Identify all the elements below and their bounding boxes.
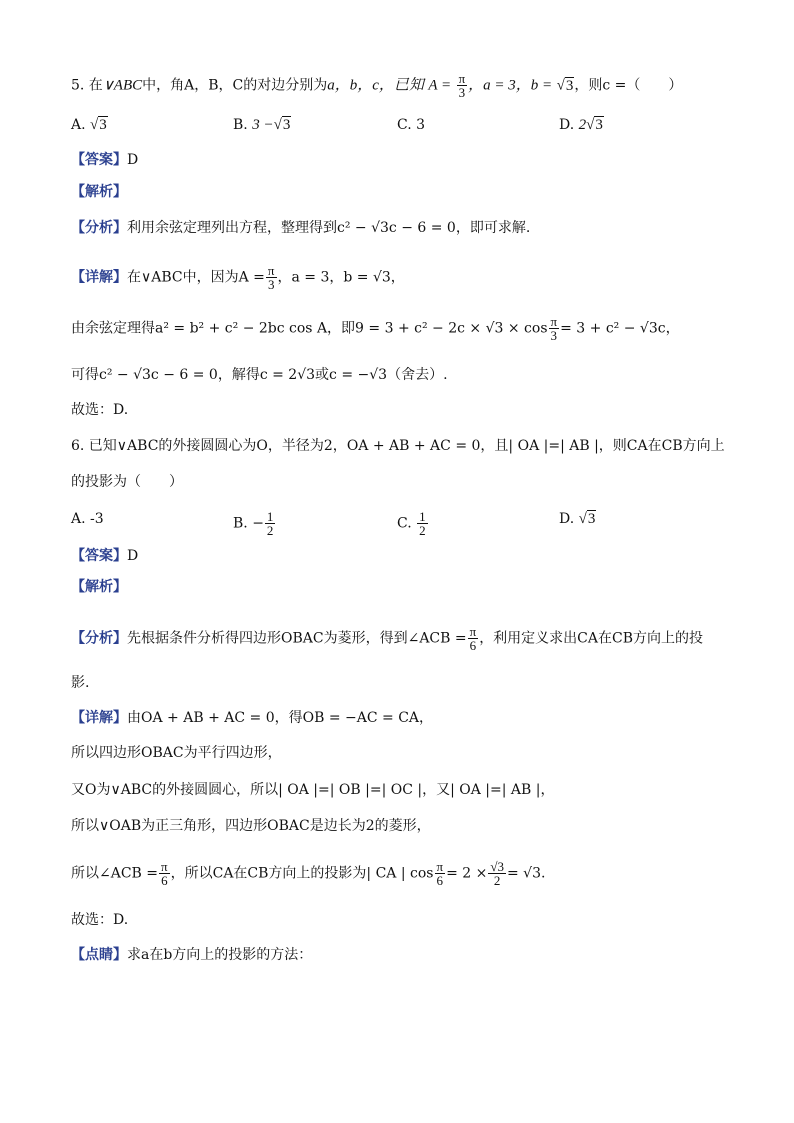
q6-options xyxy=(71,510,734,540)
q6-dianjing-tag: 【点睛】 xyxy=(71,947,127,963)
q6-xiangjie-5 xyxy=(71,860,734,887)
q6-xj5-frac3-den: 2 xyxy=(493,873,501,888)
q6-xj5-frac2 xyxy=(435,860,446,887)
q6-xj5-frac1-den: 6 xyxy=(161,873,168,888)
q5-fenxi-tag: 【分析】 xyxy=(71,220,127,236)
q5-jiexi-tag: 【解析】 xyxy=(71,184,127,200)
q5-option-d: D. 2√3 xyxy=(559,117,603,133)
q5-fenxi-text: 利用余弦定理列出方程，整理得到c² − √3c − 6 = 0，即可求解. xyxy=(127,220,531,236)
q5-answer-value: D xyxy=(127,152,139,168)
q5-xj4: 故选：D. xyxy=(71,402,129,418)
q6-fenxi-frac xyxy=(468,625,479,652)
q5-stem-b: 中，角A，B，C的对边分别为 xyxy=(142,77,328,94)
q6-stem1b: OA + AB + AC = 0，且| OA |=| AB |，则CA在CB方向上 xyxy=(346,438,725,454)
q5-opt-d-label: D. xyxy=(559,117,575,133)
q6-xiangjie-tag: 【详解】 xyxy=(71,710,127,726)
q6-opt-b-label: B. − xyxy=(233,515,264,532)
q6-xj5c: = 2 × xyxy=(446,865,488,882)
q5-xiangjie-1 xyxy=(71,264,734,291)
q5-frac-num: π xyxy=(458,71,466,86)
q5-cond2: ，a = 3，b = xyxy=(468,77,553,94)
q6-xiangjie-6 xyxy=(71,911,734,929)
q5-opt-b-label: B. xyxy=(233,117,248,133)
q5-xiangjie-tag: 【详解】 xyxy=(71,269,127,286)
q6-xj5-frac1 xyxy=(159,860,170,887)
q5-xj1b: ，a = 3，b = √3， xyxy=(277,269,405,286)
q5-opt-d-value: 2 xyxy=(578,117,587,133)
q5-xj2-frac-num: π xyxy=(550,314,558,329)
q5-sqrt3-rad: 3 xyxy=(565,77,574,94)
q6-stem-1 xyxy=(71,437,734,455)
q5-xj2b: = 3 + c² − √3c， xyxy=(560,320,680,337)
q5-opt-d-sqrt: 3 xyxy=(595,117,603,133)
q6-xiangjie-4 xyxy=(71,817,734,835)
q6-xj2: 所以四边形OBAC为平行四边形， xyxy=(71,745,282,761)
q6-xj6: 故选：D. xyxy=(71,912,129,928)
q5-fenxi xyxy=(71,219,734,237)
q5-opt-b-sqrt: 3 xyxy=(282,117,291,133)
q6-opt-b-frac xyxy=(265,510,276,537)
q5-xj2-frac-den: 3 xyxy=(550,328,558,343)
q6-opt-c-num: 1 xyxy=(419,509,426,524)
q6-fenxi-b: ，利用定义求出CA在CB方向上的投 xyxy=(479,630,704,647)
q6-xj5-frac3: $\frac{√3}{2}$ xyxy=(490,859,504,888)
q6-xj3: 又O为∨ABC的外接圆圆心，所以| OA |=| OB |=| OC |，又| OA |=| AB |， xyxy=(71,782,555,798)
q6-opt-b-num: 1 xyxy=(266,509,274,524)
q6-xiangjie-1 xyxy=(71,709,734,727)
q5-answer-tag: 【答案】 xyxy=(71,152,127,168)
q5-stem-c: a，b，c，已知 xyxy=(327,77,424,94)
q6-xj4: 所以∨OAB为正三角形，四边形OBAC是边长为2的菱形， xyxy=(71,818,431,834)
q6-opt-c-den: 2 xyxy=(419,523,426,538)
q6-opt-c-label: C. xyxy=(397,515,412,532)
q6-fenxi-c: 影. xyxy=(71,675,90,691)
q6-option-b xyxy=(233,510,276,537)
q5-frac-pi-3 xyxy=(457,72,468,99)
q6-dianjing xyxy=(71,946,734,964)
q5-xiangjie-3 xyxy=(71,366,734,384)
q6-jiexi-tag: 【解析】 xyxy=(71,579,127,595)
q6-stem2: 的投影为（ ） xyxy=(71,474,183,490)
q6-xj5-frac1-num: π xyxy=(161,859,168,874)
q5-xj2-frac xyxy=(549,315,560,342)
q6-answer-value: D xyxy=(127,548,139,564)
q5-xj1-frac xyxy=(266,264,277,291)
q5-option-b: B. 3 −√3 xyxy=(233,117,291,133)
q6-xiangjie-3 xyxy=(71,781,734,799)
q5-xj1: 在∨ABC中，因为A = xyxy=(127,269,265,286)
q6-xj5a: 所以∠ACB = xyxy=(71,865,159,882)
q5-opt-c-label: C. 3 xyxy=(397,117,426,133)
q6-option-d: D. √3 xyxy=(559,511,596,527)
q6-jiexi xyxy=(71,578,734,596)
q6-fenxi-tag: 【分析】 xyxy=(71,630,127,647)
q5-frac-den: 3 xyxy=(458,85,466,100)
q5-option-c xyxy=(397,116,425,134)
q5-stem-d: ，则c =（ ） xyxy=(574,77,683,94)
q6-fenxi-frac-den: 6 xyxy=(469,638,477,653)
q6-dianjing-text: 求a在b方向上的投影的方法： xyxy=(127,947,313,963)
q6-fenxi-1 xyxy=(71,625,734,652)
q6-opt-c-frac xyxy=(417,510,428,537)
q6-answer-tag: 【答案】 xyxy=(71,548,127,564)
q5-sqrt3: √3 xyxy=(556,77,574,94)
q5-stem-a: 5. 在 xyxy=(71,77,103,94)
q6-stem-2 xyxy=(71,473,734,491)
q5-xj1-frac-num: π xyxy=(267,263,275,278)
q6-fenxi-2 xyxy=(71,674,734,692)
q5-option-a: A. √3 xyxy=(71,117,107,133)
q6-option-c xyxy=(397,510,429,537)
q5-stem xyxy=(71,72,734,99)
q6-opt-b-den: 2 xyxy=(266,523,274,538)
q6-option-a xyxy=(71,510,104,528)
q5-xj2a: 由余弦定理得a² = b² + c² − 2bc cos A，即9 = 3 + c² − 2c × √3 × cos xyxy=(71,320,548,337)
q5-opt-b-value: 3 − xyxy=(252,117,274,133)
q6-fenxi-frac-num: π xyxy=(469,624,477,639)
q5-answer xyxy=(71,151,734,169)
q6-xiangjie-2 xyxy=(71,744,734,762)
q5-triangle: ∨ABC xyxy=(102,77,143,94)
q5-xj1-frac-den: 3 xyxy=(267,277,275,292)
q5-xiangjie-2 xyxy=(71,315,734,342)
q6-xj5-frac2-den: 6 xyxy=(436,873,444,888)
q6-xj5b: ，所以CA在CB方向上的投影为| CA | cos xyxy=(170,865,434,882)
q5-opt-a-value: 3 xyxy=(99,117,107,133)
q6-opt-d-label: D. xyxy=(559,511,575,527)
q5-cond: A = xyxy=(428,77,452,94)
q5-xiangjie-4 xyxy=(71,401,734,419)
q5-opt-a-label: A. xyxy=(71,117,86,133)
q6-opt-a-label: A. -3 xyxy=(71,511,104,527)
q6-xj5d: = √3. xyxy=(507,865,546,882)
q5-jiexi xyxy=(71,183,734,201)
q6-xj5-frac3-num: 3 xyxy=(497,859,504,874)
q6-fenxi-a: 先根据条件分析得四边形OBAC为菱形，得到∠ACB = xyxy=(127,630,467,647)
q6-opt-d-value: 3 xyxy=(587,511,596,527)
q6-answer xyxy=(71,547,734,565)
q6-xj5-frac2-num: π xyxy=(436,859,444,874)
q6-xj1: 由OA + AB + AC = 0，得OB = −AC = CA， xyxy=(127,710,434,726)
q6-stem1a: 6. 已知∨ABC的外接圆圆心为O，半径为2， xyxy=(71,438,347,454)
q5-xj3: 可得c² − √3c − 6 = 0，解得c = 2√3或c = −√3（舍去）. xyxy=(71,367,448,383)
